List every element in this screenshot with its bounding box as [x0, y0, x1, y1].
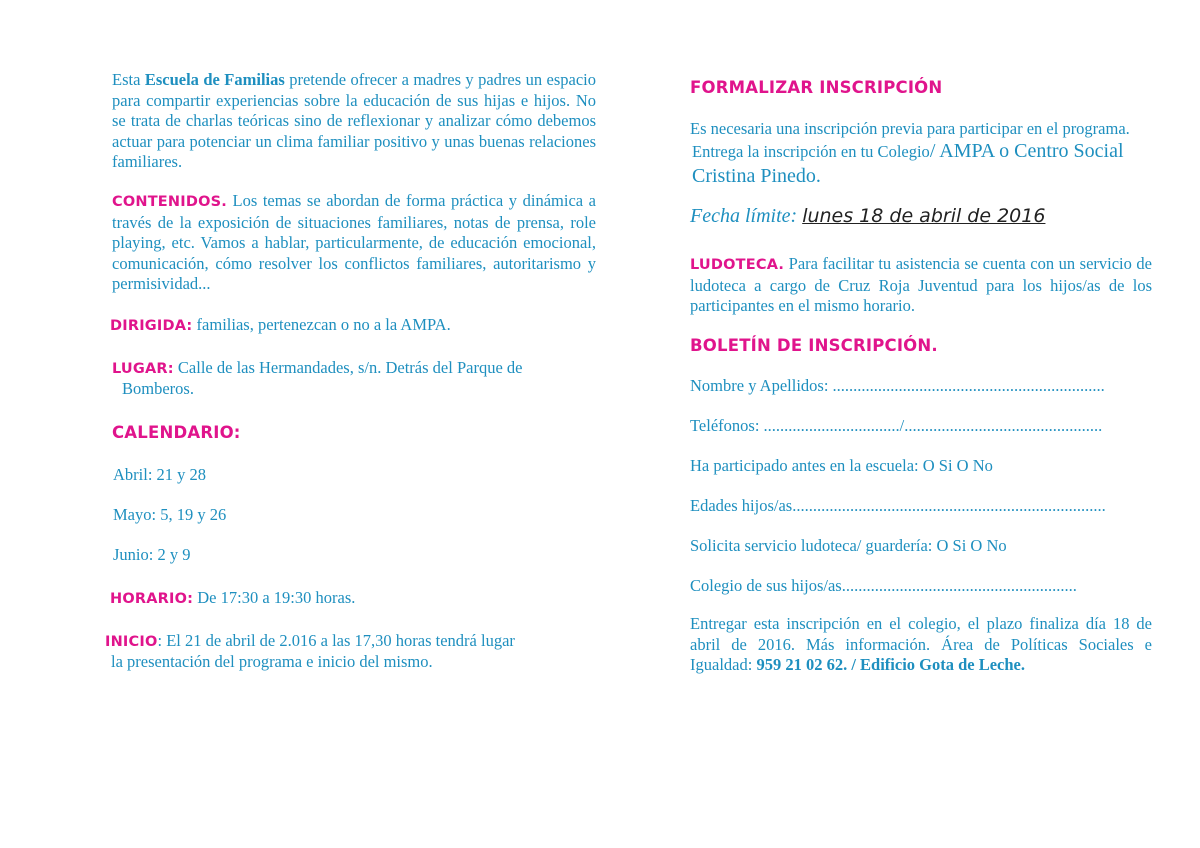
- inicio-line-1: : El 21 de abril de 2.016 a las 17,30 horas tendrá lugar: [157, 631, 515, 650]
- lugar-line-2: Bomberos.: [122, 379, 194, 398]
- ludoteca-heading: LUDOTECA.: [690, 257, 785, 273]
- lugar-line-1: Calle de las Hermandades, s/n. Detrás del Parque de: [173, 358, 523, 377]
- intro-paragraph: [112, 70, 596, 173]
- ludoteca-text: [690, 254, 1152, 317]
- formalizar-body: [690, 119, 1130, 189]
- inicio-line-2: la presentación del programa e inicio del mismo.: [111, 652, 433, 671]
- horario-text: De 17:30 a 19:30 horas.: [193, 588, 356, 607]
- dirigida-text: familias, pertenezcan o no a la AMPA.: [192, 315, 451, 334]
- lugar-section: [112, 358, 522, 399]
- calendario-item: Mayo: 5, 19 y 26: [113, 505, 227, 524]
- dirigida-section: [110, 315, 451, 336]
- fecha-date: lunes 18 de abril de 2016: [802, 205, 1046, 227]
- lugar-heading: LUGAR:: [112, 361, 174, 377]
- contenidos-text: [112, 191, 596, 295]
- horario-section: [110, 588, 355, 609]
- formalizar-line-2a: Entrega la inscripción en tu Colegio: [692, 142, 930, 161]
- contenidos-section: [112, 191, 596, 295]
- entregar-contact: 959 21 02 62. / Edificio Gota de Leche.: [756, 655, 1026, 674]
- horario-heading: HORARIO:: [110, 591, 194, 607]
- form-field-ludoteca[interactable]: Solicita servicio ludoteca/ guardería: O Si O No: [690, 536, 1007, 555]
- intro-rest: pretende ofrecer a madres y padres un espacio para compartir experiencias sobre la educación de sus hijas e hijos. No se trata de charlas teóricas sino de reflexionar y analizar cómo debemos actuar para potenciar un clima familiar positivo y unas buenas relaciones familiares.: [112, 70, 596, 171]
- ludoteca-section: [690, 254, 1152, 317]
- inicio-section: [105, 631, 515, 672]
- fecha-label: Fecha límite:: [690, 205, 798, 227]
- form-field-participado[interactable]: Ha participado antes en la escuela: O Si O No: [690, 456, 993, 475]
- intro-text: [112, 70, 596, 173]
- form-field-telefonos[interactable]: Teléfonos: ................................./................................................: [690, 416, 1103, 435]
- formalizar-line-3: Cristina Pinedo.: [692, 165, 821, 187]
- boletin-heading: BOLETÍN DE INSCRIPCIÓN.: [690, 336, 938, 355]
- formalizar-heading: FORMALIZAR INSCRIPCIÓN: [690, 78, 943, 97]
- calendario-heading: CALENDARIO:: [112, 423, 241, 442]
- contenidos-body: Los temas se abordan de forma práctica y dinámica a través de la exposición de situaciones familiares, notas de prensa, role playing, etc. Vamos a hablar, particularmente, de educación emocional, comunicación, cómo resolver los conflictos familiares, autoritarismo y permisividad...: [112, 191, 596, 293]
- entregar-section: [690, 614, 1152, 676]
- contenidos-heading: CONTENIDOS.: [112, 194, 227, 210]
- dirigida-heading: DIRIGIDA:: [110, 318, 193, 334]
- intro-bold-title: Escuela de Familias: [144, 70, 285, 89]
- entregar-text: [690, 614, 1152, 676]
- entregar-body: Entregar esta inscripción en el colegio, el plazo finaliza día 18 de abril de 2016. Más información. Área de Políticas Sociales e Igualdad:: [690, 614, 1152, 674]
- formalizar-line-1: Es necesaria una inscripción previa para participar en el programa.: [690, 119, 1130, 138]
- form-field-nombre[interactable]: Nombre y Apellidos: ..................................................................: [690, 376, 1105, 395]
- formalizar-line-2b: / AMPA o Centro Social: [929, 140, 1124, 162]
- fecha-limite: [690, 203, 1045, 229]
- form-field-edades[interactable]: Edades hijos/as............................................................................: [690, 496, 1106, 515]
- inicio-heading: INICIO: [105, 634, 158, 650]
- ludoteca-body: Para facilitar tu asistencia se cuenta con un servicio de ludoteca a cargo de Cruz Roja Juventud para los hijos/as de los participantes en el mismo horario.: [690, 254, 1152, 315]
- intro-prefix: Esta: [112, 70, 145, 89]
- calendario-item: Junio: 2 y 9: [113, 545, 191, 564]
- form-field-colegio[interactable]: Colegio de sus hijos/as.........................................................: [690, 576, 1077, 595]
- calendario-item: Abril: 21 y 28: [113, 465, 207, 484]
